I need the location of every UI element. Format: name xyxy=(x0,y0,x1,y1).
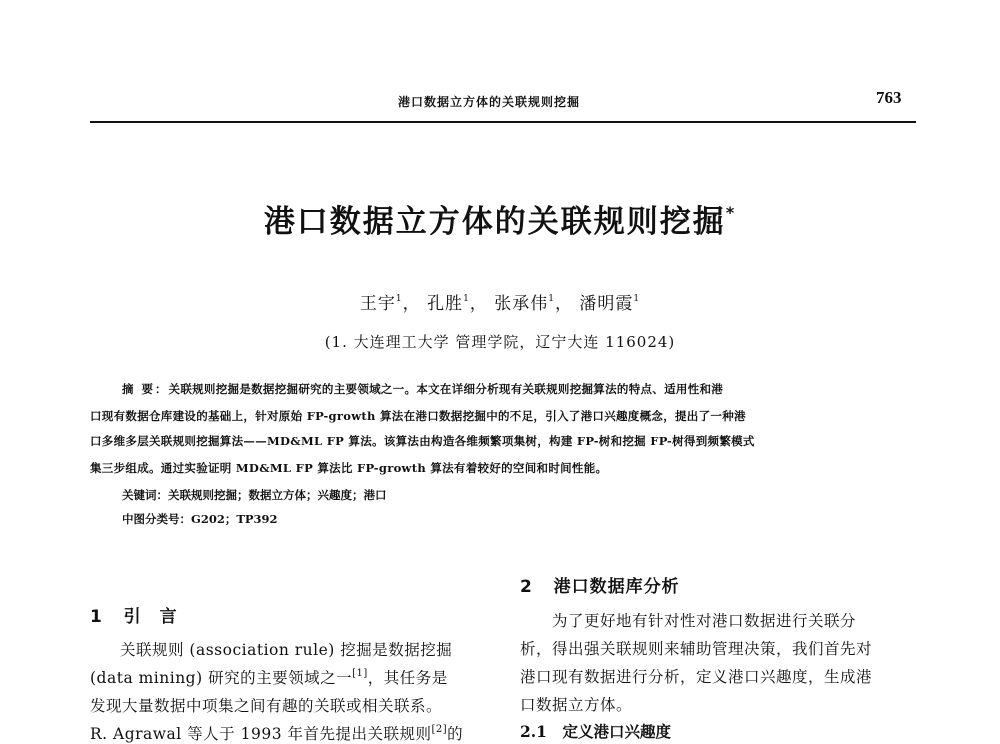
body-text: 的 xyxy=(447,725,464,743)
header-rule xyxy=(90,121,916,123)
author-name: 王宇 xyxy=(359,294,396,314)
abstract-line xyxy=(122,381,930,397)
paper-title xyxy=(0,196,1000,241)
subsection-heading: 2.1 定义港口兴趣度 xyxy=(520,722,671,741)
author-separator: ， xyxy=(402,294,421,314)
section-number: 1 xyxy=(90,607,103,627)
body-line: 港口现有数据进行分析，定义港口兴趣度，生成港 xyxy=(520,668,873,686)
body-line xyxy=(90,666,448,688)
body-line: 为了更好地有针对性对港口数据进行关联分 xyxy=(552,612,857,630)
citation: [2] xyxy=(431,724,448,735)
running-title: 港口数据立方体的关联规则挖掘 xyxy=(398,95,581,109)
body-line: 析，得出强关联规则来辅助管理决策，我们首先对 xyxy=(520,640,873,658)
paper-title-text: 港口数据立方体的关联规则挖掘 xyxy=(263,204,726,240)
section-heading-intro xyxy=(90,602,178,627)
author-affil-mark: 1 xyxy=(395,294,403,304)
author-affil-mark: 1 xyxy=(633,294,641,304)
body-text: R. Agrawal 等人于 1993 年首先提出关联规则 xyxy=(90,725,432,743)
body-text: (data mining) 研究的主要领域之一 xyxy=(90,669,353,687)
classification-codes: G202；TP392 xyxy=(191,512,278,526)
abstract-line: 口多维多层关联规则挖掘算法——MD&ML FP 算法。该算法由构造各维频繁项集树，构建 FP-树和挖掘 FP-树得到频繁模式 xyxy=(90,434,755,448)
body-line: 口数据立方体。 xyxy=(520,696,633,714)
abstract-line: 口现有数据仓库建设的基础上，针对原始 FP-growth 算法在港口数据挖掘中的不足，引入了港口兴趣度概念，提出了一种港 xyxy=(90,409,746,423)
section-title: 港口数据库分析 xyxy=(553,577,680,597)
author-name: 孔胜 xyxy=(427,294,464,314)
section-number: 2 xyxy=(520,577,533,597)
section-title: 引 言 xyxy=(123,607,178,627)
abstract-line: 集三步组成。通过实验证明 MD&ML FP 算法比 FP-growth 算法有着较好的空间和时间性能。 xyxy=(90,461,608,475)
body-text: ，其任务是 xyxy=(367,669,448,687)
author-separator: ， xyxy=(554,294,573,314)
abstract-label: 摘 要： xyxy=(122,382,169,396)
body-line: 关联规则 (association rule) 挖掘是数据挖掘 xyxy=(120,641,453,659)
body-line: 发现大量数据中项集之间有趣的关联或相关联系。 xyxy=(90,697,443,715)
keywords-label: 关键词： xyxy=(122,488,168,502)
keywords-text: 关联规则挖掘；数据立方体；兴趣度；港口 xyxy=(168,488,387,502)
body-line xyxy=(90,722,463,744)
title-footnote-mark: * xyxy=(725,203,737,222)
author-affil-mark: 1 xyxy=(463,294,470,304)
section-heading-port-db xyxy=(520,572,680,597)
keywords xyxy=(122,487,387,503)
author-name: 张承伟 xyxy=(494,294,549,314)
page-number: 763 xyxy=(876,88,902,107)
author-list xyxy=(0,289,1000,314)
author-affil-mark: 1 xyxy=(548,294,555,304)
classification xyxy=(122,511,278,527)
citation: [1] xyxy=(352,668,368,679)
classification-label: 中图分类号： xyxy=(122,512,191,526)
author-name: 潘明霞 xyxy=(579,294,634,314)
affiliation: (1. 大连理工大学 管理学院，辽宁大连 116024) xyxy=(324,333,676,351)
abstract-text: 关联规则挖掘是数据挖掘研究的主要领域之一。本文在详细分析现有关联规则挖掘算法的特点、适用性和港 xyxy=(168,382,724,396)
author-separator: ， xyxy=(469,294,488,314)
